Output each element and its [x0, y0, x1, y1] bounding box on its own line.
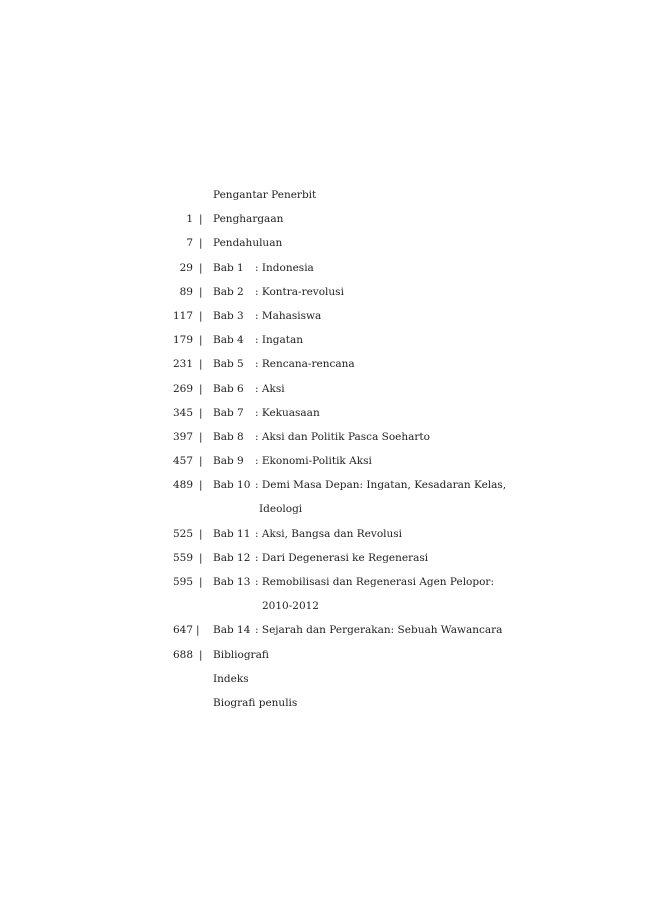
- toc-entry-title: Pendahuluan: [213, 237, 283, 250]
- toc-separator: |: [199, 430, 203, 443]
- toc-entry-title: [213, 328, 303, 352]
- toc-chapter-title: : Aksi: [255, 382, 285, 395]
- toc-entry: [0, 522, 650, 546]
- toc-entry: [0, 207, 650, 231]
- toc-page-number: 525: [172, 527, 193, 540]
- toc-chapter-label: Bab 2: [213, 285, 244, 298]
- toc-entry: [0, 425, 650, 449]
- toc-entry: [0, 231, 650, 255]
- toc-separator: |: [199, 455, 203, 468]
- toc-page-number: 7: [186, 237, 193, 250]
- toc-page-number: 688: [172, 648, 193, 661]
- toc-page-number: 647: [172, 624, 193, 637]
- toc-separator: |: [199, 551, 203, 564]
- toc-page-number: 559: [172, 551, 193, 564]
- toc-entry: [0, 667, 650, 691]
- toc-continuation-text: 2010-2012: [262, 600, 319, 613]
- toc-page-number: 595: [172, 576, 193, 588]
- toc-entry-title: [213, 401, 320, 425]
- toc-entry-title: [213, 377, 285, 401]
- toc-separator: |: [196, 624, 200, 637]
- toc-page-number: 489: [172, 479, 193, 492]
- toc-separator: |: [199, 213, 203, 226]
- toc-entry-title: [213, 570, 494, 594]
- toc-chapter-label: Bab 1: [213, 261, 244, 274]
- toc-separator: |: [199, 237, 203, 250]
- toc-chapter-title: : Ekonomi-Politik Aksi: [255, 455, 372, 468]
- toc-entry-title: [213, 425, 430, 449]
- toc-separator: |: [199, 527, 203, 540]
- toc-entry-title: [213, 473, 506, 497]
- table-of-contents: [0, 183, 650, 715]
- toc-entry: [0, 304, 650, 328]
- toc-entry: [0, 280, 650, 304]
- toc-chapter-title: : Dari Degenerasi ke Regenerasi: [255, 551, 429, 564]
- toc-entry: [0, 352, 650, 376]
- toc-entry: [0, 401, 650, 425]
- toc-separator: |: [199, 261, 203, 274]
- toc-entry: [0, 377, 650, 401]
- toc-entry: [0, 643, 650, 667]
- toc-chapter-label: Bab 3: [213, 309, 244, 322]
- toc-entry-title: [213, 522, 402, 546]
- toc-chapter-title: : Ingatan: [255, 334, 304, 347]
- toc-chapter-label: Bab 9: [213, 455, 244, 468]
- toc-entry: [0, 546, 650, 570]
- toc-chapter-title: : Remobilisasi dan Regenerasi Agen Pelopor:: [255, 576, 494, 588]
- toc-chapter-label: Bab 4: [213, 334, 244, 347]
- toc-page-number: 269: [172, 382, 193, 395]
- toc-chapter-label: Bab 12: [213, 551, 251, 564]
- toc-separator: |: [199, 358, 203, 371]
- toc-entry-title: Pengantar Penerbit: [213, 189, 317, 201]
- toc-entry-title: Biografi penulis: [213, 696, 298, 709]
- toc-chapter-title: : Demi Masa Depan: Ingatan, Kesadaran Kelas,: [255, 479, 507, 492]
- toc-entry-title: Indeks: [213, 672, 249, 685]
- toc-separator: |: [199, 285, 203, 298]
- toc-entry-title: [213, 304, 321, 328]
- toc-chapter-label: Bab 10: [213, 479, 251, 492]
- toc-entry: [0, 183, 650, 207]
- toc-entry: [0, 328, 650, 352]
- toc-entry-title: [213, 546, 428, 570]
- toc-separator: |: [199, 309, 203, 322]
- toc-chapter-title: : Indonesia: [255, 261, 314, 274]
- toc-entry: [0, 570, 650, 594]
- toc-page-number: 179: [172, 334, 193, 347]
- toc-entry-title: [213, 449, 372, 473]
- toc-separator: |: [199, 334, 203, 347]
- toc-entry-title: Bibliografi: [213, 648, 269, 661]
- toc-separator: |: [199, 382, 203, 395]
- toc-entry: [0, 449, 650, 473]
- toc-chapter-label: Bab 6: [213, 382, 244, 395]
- toc-chapter-label: Bab 5: [213, 358, 244, 371]
- toc-page-number: 345: [172, 406, 193, 419]
- toc-entry-continuation: [0, 497, 650, 521]
- toc-page-number: 29: [179, 261, 193, 274]
- toc-chapter-label: Bab 7: [213, 406, 244, 419]
- toc-entry: [0, 256, 650, 280]
- toc-page-number: 397: [172, 430, 193, 443]
- toc-chapter-title: : Aksi, Bangsa dan Revolusi: [255, 527, 403, 540]
- toc-entry-title: [213, 256, 314, 280]
- toc-chapter-title: : Kontra-revolusi: [255, 285, 344, 298]
- toc-entry-title: [213, 280, 344, 304]
- toc-entry: [0, 473, 650, 497]
- toc-entry-title: [213, 618, 502, 642]
- toc-page-number: 231: [172, 358, 193, 371]
- toc-entry-title: [213, 352, 355, 376]
- toc-continuation-text: Ideologi: [259, 503, 303, 516]
- toc-chapter-title: : Sejarah dan Pergerakan: Sebuah Wawancara: [255, 624, 503, 637]
- toc-entry: [0, 618, 650, 642]
- toc-page-number: 117: [172, 309, 193, 322]
- toc-separator: |: [199, 479, 203, 492]
- toc-chapter-title: : Mahasiswa: [255, 309, 322, 322]
- toc-chapter-label: Bab 14: [213, 624, 251, 637]
- toc-chapter-title: : Aksi dan Politik Pasca Soeharto: [255, 430, 430, 443]
- toc-separator: |: [199, 648, 203, 661]
- toc-page-number: 457: [172, 455, 193, 468]
- toc-chapter-title: : Kekuasaan: [255, 406, 320, 419]
- toc-entry: [0, 691, 650, 715]
- toc-entry-continuation: [0, 594, 650, 618]
- toc-page-number: 89: [179, 285, 193, 298]
- toc-chapter-label: Bab 11: [213, 527, 251, 540]
- toc-separator: |: [199, 576, 203, 588]
- toc-chapter-label: Bab 13: [213, 576, 251, 588]
- toc-chapter-title: : Rencana-rencana: [255, 358, 355, 371]
- toc-chapter-label: Bab 8: [213, 430, 244, 443]
- toc-separator: |: [199, 406, 203, 419]
- toc-page-number: 1: [186, 213, 193, 226]
- toc-entry-title: Penghargaan: [213, 213, 284, 226]
